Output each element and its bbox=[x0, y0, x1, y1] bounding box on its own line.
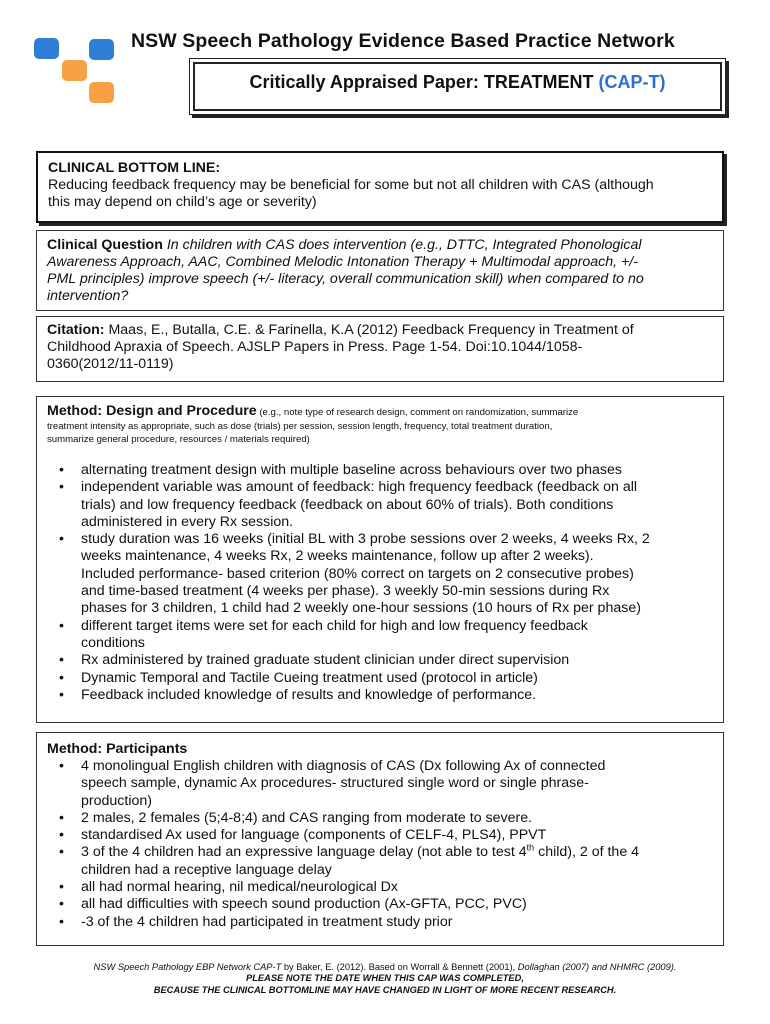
logo-square-orange-middle bbox=[62, 60, 87, 81]
list-item-line: and time-based treatment (4 weeks per phase). 3 weekly 50-min sessions during Rx bbox=[81, 583, 610, 600]
method-design-note-1: (e.g., note type of research design, comment on randomization, summarize bbox=[256, 407, 579, 418]
citation-box bbox=[36, 316, 724, 382]
list-item-line: production) bbox=[81, 792, 152, 809]
bottom-line-text-1: Reducing feedback frequency may be beneficial for some but not all children with CAS (although bbox=[48, 177, 654, 193]
list-item-line: children had a receptive language delay bbox=[81, 861, 332, 878]
list-item-line: alternating treatment design with multiple baseline across behaviours over two phases bbox=[81, 462, 622, 478]
cap-title bbox=[190, 72, 725, 93]
list-item-line: standardised Ax used for language (components of CELF-4, PLS4), PPVT bbox=[81, 827, 547, 844]
footer-credit-a: NSW Speech Pathology EBP Network CAP-T bbox=[93, 962, 282, 972]
list-item-line: phases for 3 children, 1 child had 2 weekly one-hour sessions (10 hours of Rx per phase) bbox=[81, 600, 641, 617]
list-item bbox=[37, 827, 723, 844]
list-item-line: speech sample, dynamic Ax procedures- structured single word or single phrase- bbox=[81, 775, 589, 792]
footer-credit-c: Dollaghan (2007) and NHMRC (2009). bbox=[517, 962, 677, 972]
participants-box bbox=[36, 732, 724, 946]
citation-line-1: Maas, E., Butalla, C.E. & Farinella, K.A (2012) Feedback Frequency in Treatment of bbox=[104, 322, 634, 338]
cap-title-box bbox=[189, 58, 726, 115]
list-item-line: Dynamic Temporal and Tactile Cueing treatment used (protocol in article) bbox=[81, 669, 538, 686]
list-item bbox=[37, 914, 723, 931]
clinical-question-box bbox=[36, 230, 724, 311]
list-item-line: study duration was 16 weeks (initial BL with 3 probe sessions over 2 weeks, 4 weeks Rx, 2 bbox=[81, 531, 650, 548]
list-item-line: all had normal hearing, nil medical/neurological Dx bbox=[81, 879, 399, 896]
list-item-line: child), 2 of the 4 bbox=[534, 844, 640, 861]
list-item bbox=[37, 670, 723, 687]
method-design-heading: Method: Design and Procedure bbox=[47, 403, 257, 419]
list-item-line: 2 males, 2 females (5;4-8;4) and CAS ranging from moderate to severe. bbox=[81, 809, 533, 826]
network-logo bbox=[34, 38, 118, 106]
footer-note-2: BECAUSE THE CLINICAL BOTTOMLINE MAY HAVE CHANGED IN LIGHT OF MORE RECENT RESEARCH. bbox=[153, 985, 617, 995]
superscript-text: th bbox=[526, 842, 535, 853]
list-item-line: conditions bbox=[81, 634, 145, 651]
cap-title-main: Critically Appraised Paper: TREATMENT bbox=[249, 72, 599, 92]
method-design-list bbox=[37, 462, 723, 704]
list-item-line: Rx administered by trained graduate student clinician under direct supervision bbox=[81, 652, 570, 669]
list-item-line: different target items were set for each child for high and low frequency feedback bbox=[81, 617, 588, 634]
participants-list bbox=[37, 758, 723, 931]
logo-square-blue-left bbox=[34, 38, 59, 59]
list-item bbox=[37, 879, 723, 896]
list-item-line: Included performance- based criterion (80% correct on targets on 2 consecutive probes) bbox=[81, 565, 634, 582]
logo-square-blue-right bbox=[89, 39, 114, 60]
list-item-line: 3 of the 4 children had an expressive language delay (not able to test 4 bbox=[81, 844, 527, 861]
footer-credit-b: by Baker, E. (2012). Based on Worrall & Bennett (2001), bbox=[281, 962, 518, 972]
list-item bbox=[37, 462, 723, 479]
list-item-line: administered in every Rx session. bbox=[81, 513, 294, 530]
cap-title-code: (CAP-T) bbox=[598, 72, 666, 92]
list-item bbox=[37, 618, 723, 653]
list-item bbox=[37, 479, 723, 531]
page-title: NSW Speech Pathology Evidence Based Practice Network bbox=[131, 30, 675, 52]
list-item bbox=[37, 844, 723, 879]
logo-square-orange-bottom bbox=[89, 82, 114, 103]
footer-note-1: PLEASE NOTE THE DATE WHEN THIS CAP WAS COMPLETED, bbox=[246, 973, 524, 983]
list-item-line: independent variable was amount of feedback: high frequency feedback (feedback on all bbox=[81, 479, 638, 496]
clinical-question-line-4: intervention? bbox=[47, 288, 129, 304]
list-item bbox=[37, 687, 723, 704]
list-item bbox=[37, 758, 723, 810]
bottom-line-heading: CLINICAL BOTTOM LINE: bbox=[48, 160, 221, 176]
clinical-question-line-1: In children with CAS does intervention (e.g., DTTC, Integrated Phonological bbox=[162, 237, 642, 253]
clinical-question-line-2: Awareness Approach, AAC, Combined Melodic Intonation Therapy + Multimodal approach, +/- bbox=[47, 254, 638, 270]
list-item-line: all had difficulties with speech sound production (Ax-GFTA, PCC, PVC) bbox=[81, 896, 527, 913]
list-item bbox=[37, 810, 723, 827]
citation-line-2: Childhood Apraxia of Speech. AJSLP Papers in Press. Page 1-54. Doi:10.1044/1058- bbox=[47, 339, 583, 355]
list-item-line: trials) and low frequency feedback (feedback on about 60% of trials). Both conditions bbox=[81, 496, 614, 513]
list-item bbox=[37, 896, 723, 913]
participants-heading: Method: Participants bbox=[47, 741, 188, 757]
method-design-box bbox=[36, 396, 724, 723]
bottom-line-text-2: this may depend on child’s age or severity) bbox=[48, 194, 317, 210]
list-item-line: -3 of the 4 children had participated in treatment study prior bbox=[81, 913, 453, 930]
clinical-question-line-3: PML principles) improve speech (+/- literacy, overall communication skill) when compared to no bbox=[47, 271, 644, 287]
list-item-line: 4 monolingual English children with diagnosis of CAS (Dx following Ax of connected bbox=[81, 758, 606, 774]
citation-line-3: 0360(2012/11-0119) bbox=[47, 356, 174, 372]
list-item-line: weeks maintenance, 4 weeks Rx, 2 weeks maintenance, follow up after 2 weeks). bbox=[81, 548, 594, 565]
clinical-bottom-line-box bbox=[36, 151, 724, 223]
list-item bbox=[37, 652, 723, 669]
clinical-question-heading: Clinical Question bbox=[47, 237, 163, 253]
method-design-note-2: treatment intensity as appropriate, such as dose (trials) per session, session length, frequency, total treatment duration, bbox=[47, 421, 553, 432]
list-item bbox=[37, 531, 723, 617]
method-design-note-3: summarize general procedure, resources / materials required) bbox=[47, 434, 310, 445]
citation-heading: Citation: bbox=[47, 322, 105, 338]
list-item-line: Feedback included knowledge of results and knowledge of performance. bbox=[81, 686, 537, 703]
